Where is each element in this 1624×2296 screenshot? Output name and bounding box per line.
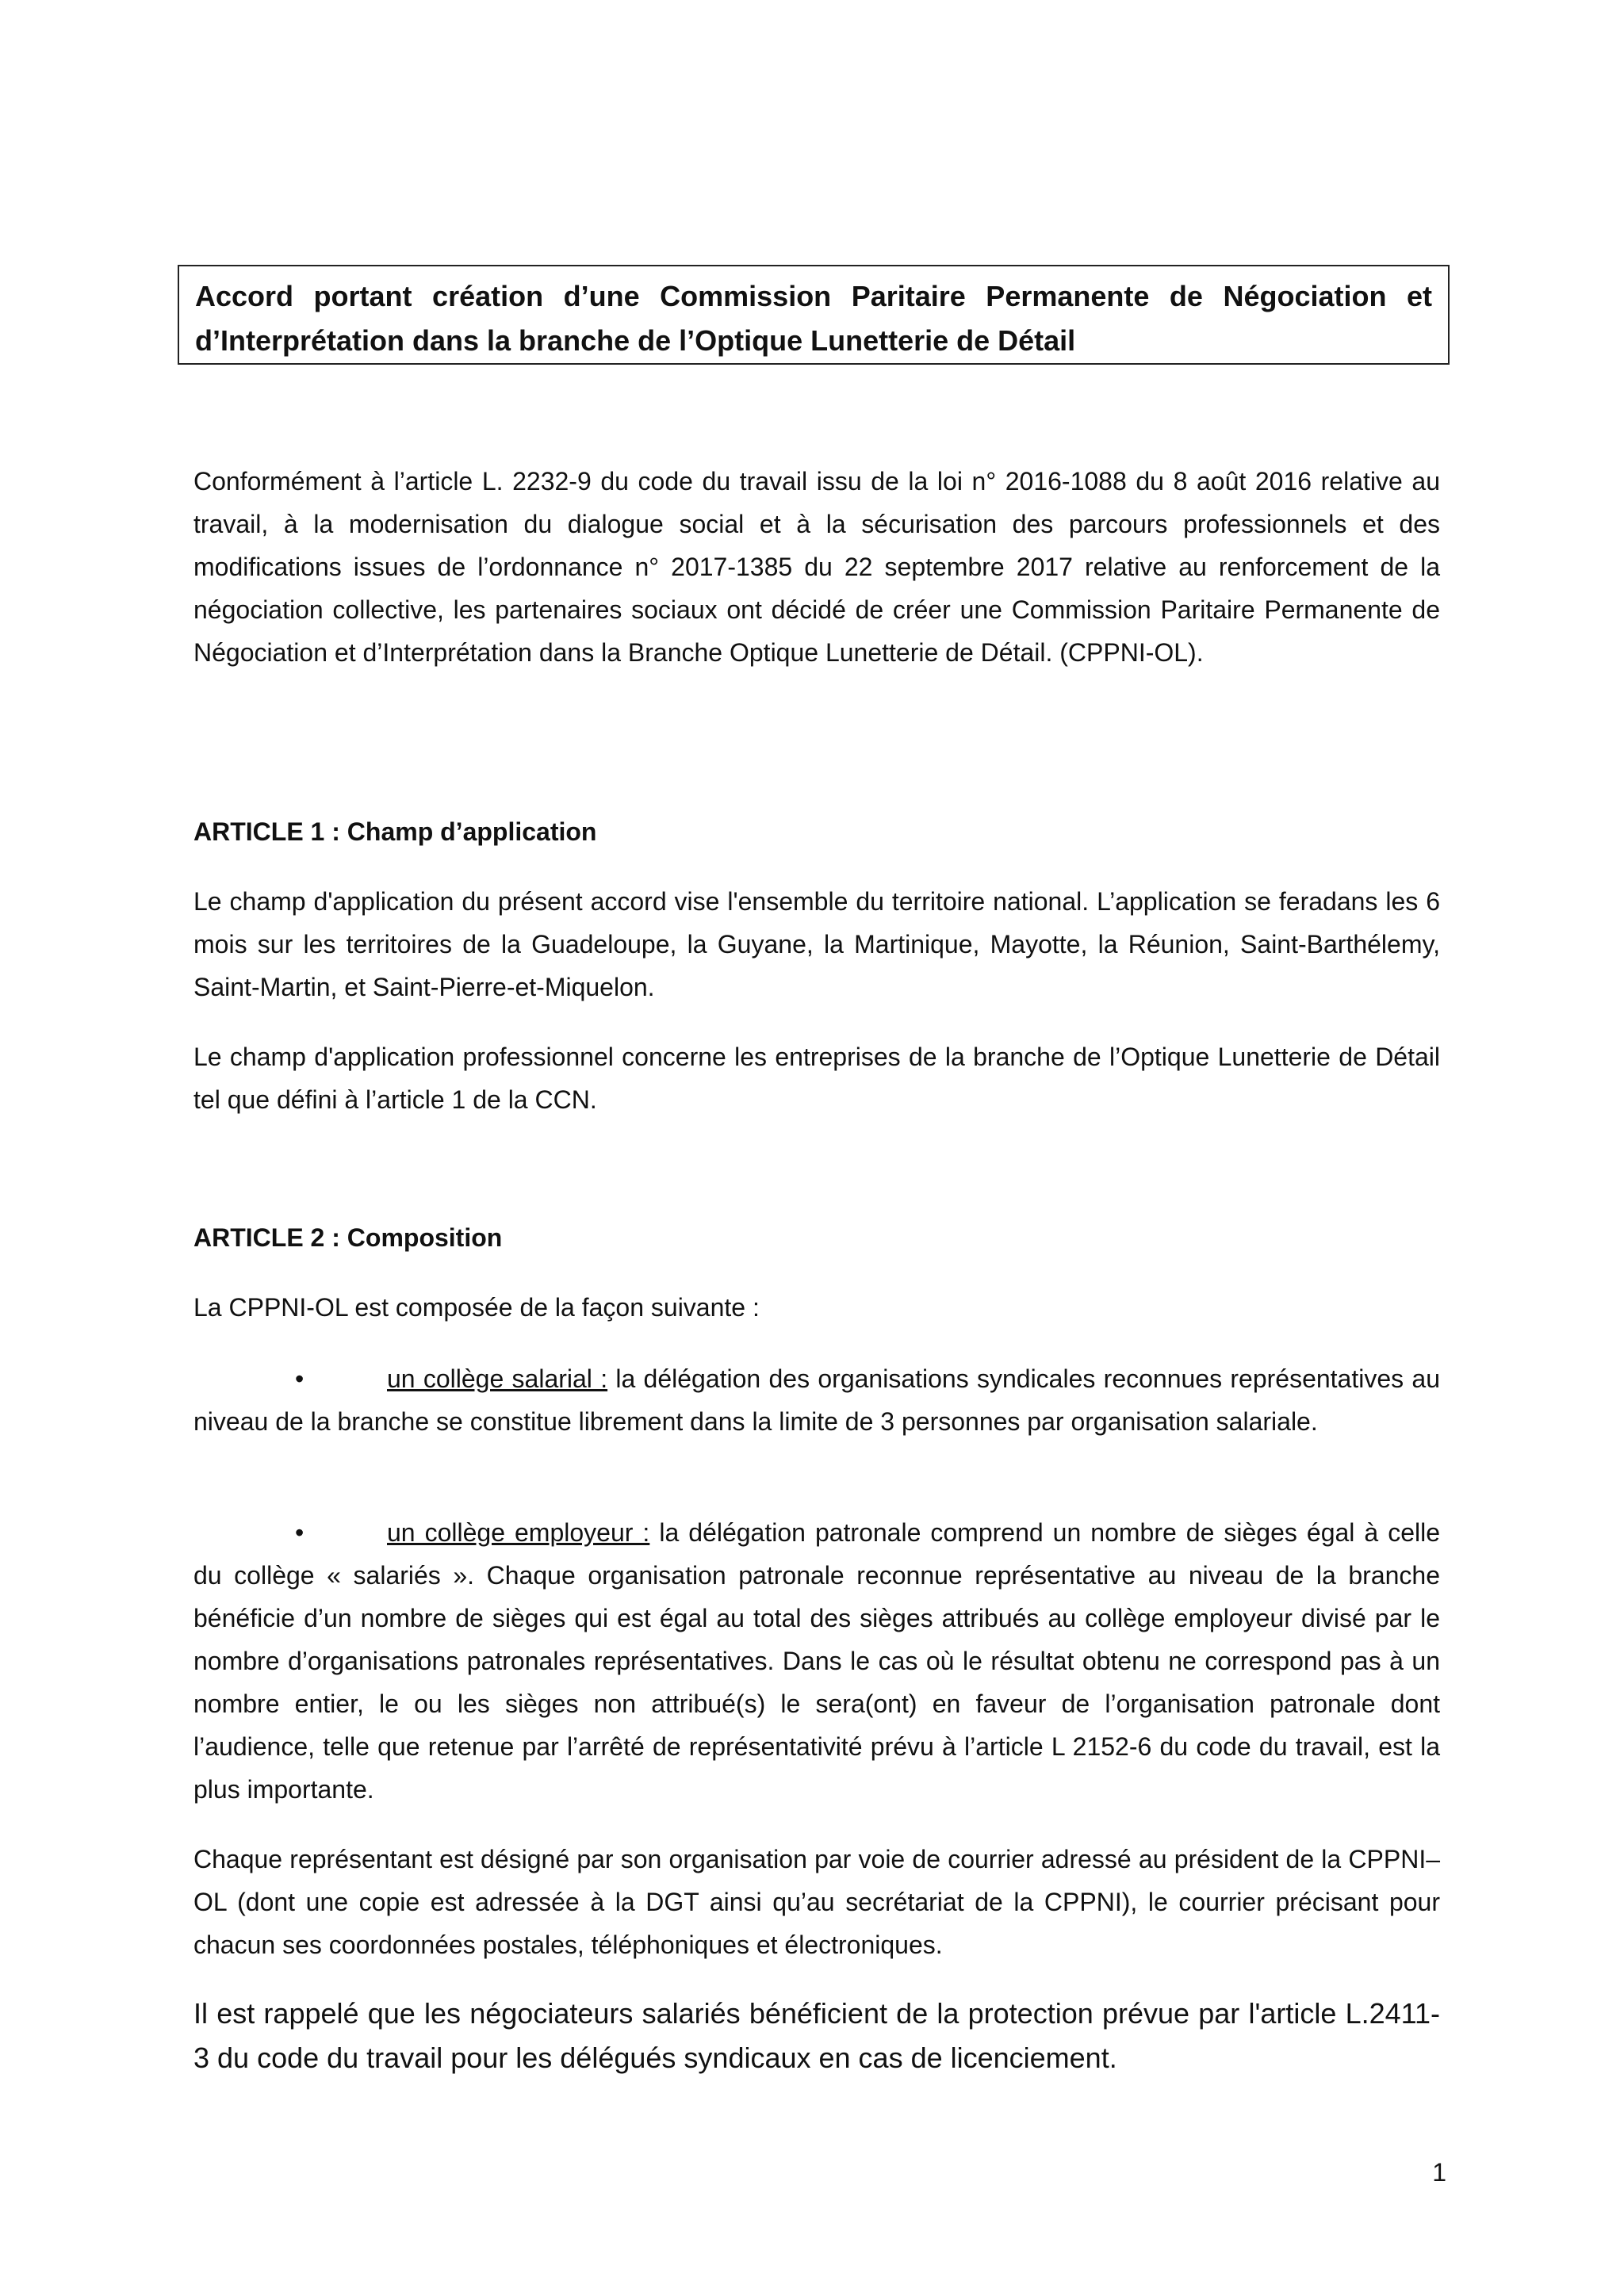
page-number: 1 bbox=[1432, 2158, 1446, 2187]
article-2-paragraph-2-block bbox=[193, 1838, 1440, 1966]
article-1-heading-block bbox=[193, 810, 1440, 853]
article-2-paragraph-1-block bbox=[193, 1286, 1440, 1329]
bullet-2-text: la délégation patronale comprend un nombre de sièges égal à celle du collège « salariés ». Chaque organisation patronale reconnue représentative au niveau de la branche bénéficie d’un nombre de sièges qui est égal au total des sièges attribués au collège employeur divisé par le nombre d’organisations patronales représentatives. Dans le cas où le résultat obtenu ne correspond pas à un nombre entier, le ou les sièges non attribué(s) le sera(ont) en faveur de l’organisation patronale dont l’audience, telle que retenue par l’arrêté de représentativité prévu à l’article L 2152-6 du code du travail, est la plus importante. bbox=[193, 1518, 1441, 1804]
bullet-2-paragraph bbox=[193, 1511, 1440, 1811]
bullet-1-text: la délégation des organisations syndicales reconnues représentatives au niveau de la branche se constitue librement dans la limite de 3 personnes par organisation salariale. bbox=[193, 1364, 1441, 1436]
bullet-1-marker: • bbox=[295, 1364, 304, 1393]
bullet-college-salarial bbox=[193, 1357, 1440, 1443]
article-2-paragraph-1: La CPPNI-OL est composée de la façon suivante : bbox=[193, 1293, 760, 1322]
title-box bbox=[178, 265, 1450, 365]
bullet-1-paragraph bbox=[193, 1357, 1440, 1443]
article-2-paragraph-2: Chaque représentant est désigné par son organisation par voie de courrier adressé au président de la CPPNI–OL (dont une copie est adressée à la DGT ainsi qu’au secrétariat de la CPPNI), le courrier précisant pour chacun ses coordonnées postales, téléphoniques et électroniques. bbox=[193, 1845, 1440, 1959]
article-1-paragraph-1-block bbox=[193, 880, 1440, 1008]
article-1-heading: ARTICLE 1 : Champ d’application bbox=[193, 817, 597, 846]
article-2-paragraph-3-block bbox=[193, 1992, 1440, 2080]
bullet-1-term: un collège salarial : bbox=[387, 1364, 608, 1393]
intro-paragraph: Conformément à l’article L. 2232-9 du code du travail issu de la loi n° 2016-1088 du 8 août 2016 relative au travail, à la modernisation du dialogue social et à la sécurisation des parcours professionnels et des modifications issues de l’ordonnance n° 2017-1385 du 22 septembre 2017 relative au renforcement de la négociation collective, les partenaires sociaux ont décidé de créer une Commission Paritaire Permanente de Négociation et d’Interprétation dans la Branche Optique Lunetterie de Détail. (CPPNI-OL). bbox=[193, 467, 1440, 667]
article-2-heading: ARTICLE 2 : Composition bbox=[193, 1223, 503, 1252]
bullet-2-marker: • bbox=[295, 1518, 304, 1547]
document-title: Accord portant création d’une Commission Paritaire Permanente de Négociation et d’Interprétation dans la branche de l’Optique Lunetterie de Détail bbox=[195, 280, 1432, 357]
article-2-paragraph-3: Il est rappelé que les négociateurs salariés bénéficient de la protection prévue par l'article L.2411-3 du code du travail pour les délégués syndicaux en cas de licenciement. bbox=[193, 1997, 1440, 2074]
bullet-2-term: un collège employeur : bbox=[387, 1518, 650, 1547]
bullet-college-employeur bbox=[193, 1511, 1440, 1811]
article-1-paragraph-2: Le champ d'application professionnel concerne les entreprises de la branche de l’Optique Lunetterie de Détail tel que défini à l’article 1 de la CCN. bbox=[193, 1043, 1440, 1114]
article-1-paragraph-2-block bbox=[193, 1035, 1440, 1121]
intro-section bbox=[193, 460, 1440, 674]
article-2-heading-block bbox=[193, 1216, 1440, 1259]
article-1-paragraph-1: Le champ d'application du présent accord vise l'ensemble du territoire national. L’application se feradans les 6 mois sur les territoires de la Guadeloupe, la Guyane, la Martinique, Mayotte, la Réunion, Saint-Barthélemy, Saint-Martin, et Saint-Pierre-et-Miquelon. bbox=[193, 887, 1440, 1001]
